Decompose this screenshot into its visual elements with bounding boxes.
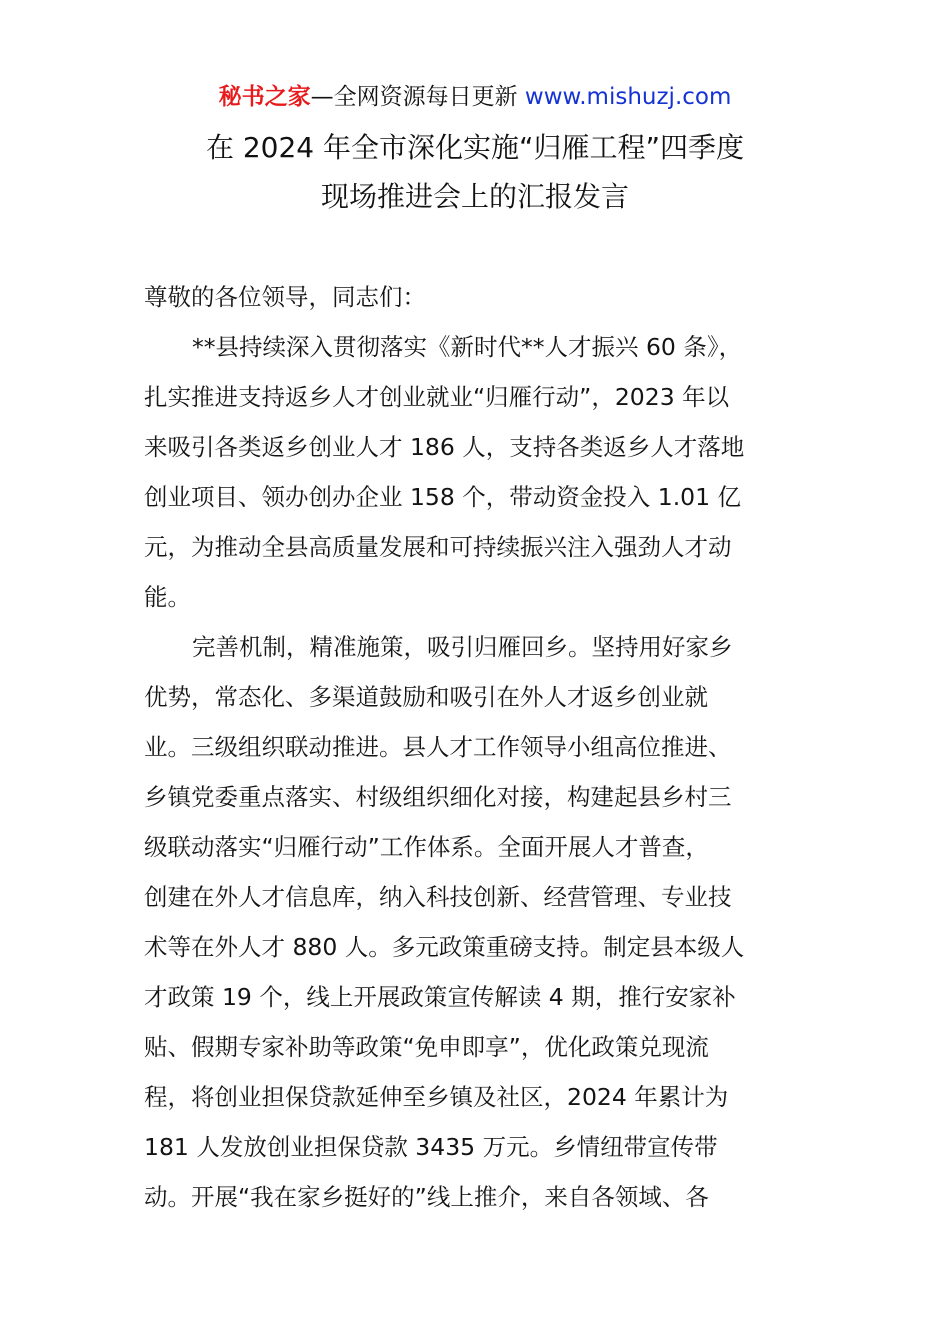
document-title-line-1: 在 2024 年全市深化实施“归雁工程”四季度	[205, 131, 745, 164]
site-banner	[0, 80, 950, 114]
brand-name: 秘书之家	[218, 84, 311, 110]
body-line: 乡镇党委重点落实、村级组织细化对接，构建起县乡村三	[144, 783, 732, 811]
body-line: 术等在外人才 880 人。多元政策重磅支持。制定县本级人	[144, 933, 745, 961]
body-line: 程，将创业担保贷款延伸至乡镇及社区，2024 年累计为	[144, 1083, 729, 1111]
body-line: 才政策 19 个，线上开展政策宣传解读 4 期，推行安家补	[144, 983, 736, 1011]
body-line: 能。	[144, 583, 191, 611]
body-line: 动。开展“我在家乡挺好的”线上推介，来自各领域、各	[144, 1183, 709, 1211]
body-line: 优势，常态化、多渠道鼓励和吸引在外人才返乡创业就	[144, 683, 708, 711]
banner-tagline: —全网资源每日更新	[310, 84, 525, 110]
body-line: 元，为推动全县高质量发展和可持续振兴注入强劲人才动	[144, 533, 732, 561]
body-line: 业。三级组织联动推进。县人才工作领导小组高位推进、	[144, 733, 732, 761]
document-body	[144, 272, 814, 1222]
body-line: 来吸引各类返乡创业人才 186 人，支持各类返乡人才落地	[144, 433, 745, 461]
body-line: 级联动落实“归雁行动”工作体系。全面开展人才普查，	[144, 833, 709, 861]
body-line: 贴、假期专家补助等政策“免申即享”，优化政策兑现流	[144, 1033, 709, 1061]
salutation: 尊敬的各位领导，同志们：	[144, 283, 426, 311]
body-line: 完善机制，精准施策，吸引归雁回乡。坚持用好家乡	[192, 633, 733, 661]
document-title-line-2: 现场推进会上的汇报发言	[320, 180, 629, 213]
body-line: 扎实推进支持返乡人才创业就业“归雁行动”，2023 年以	[144, 383, 730, 411]
body-line: 创业项目、领办创办企业 158 个，带动资金投入 1.01 亿	[144, 483, 742, 511]
body-line: **县持续深入贯彻落实《新时代**人才振兴 60 条》，	[192, 333, 743, 361]
site-link[interactable]: www.mishuzj.com	[524, 84, 732, 110]
body-line: 创建在外人才信息库，纳入科技创新、经营管理、专业技	[144, 883, 732, 911]
body-line: 181 人发放创业担保贷款 3435 万元。乡情纽带宣传带	[144, 1133, 718, 1161]
